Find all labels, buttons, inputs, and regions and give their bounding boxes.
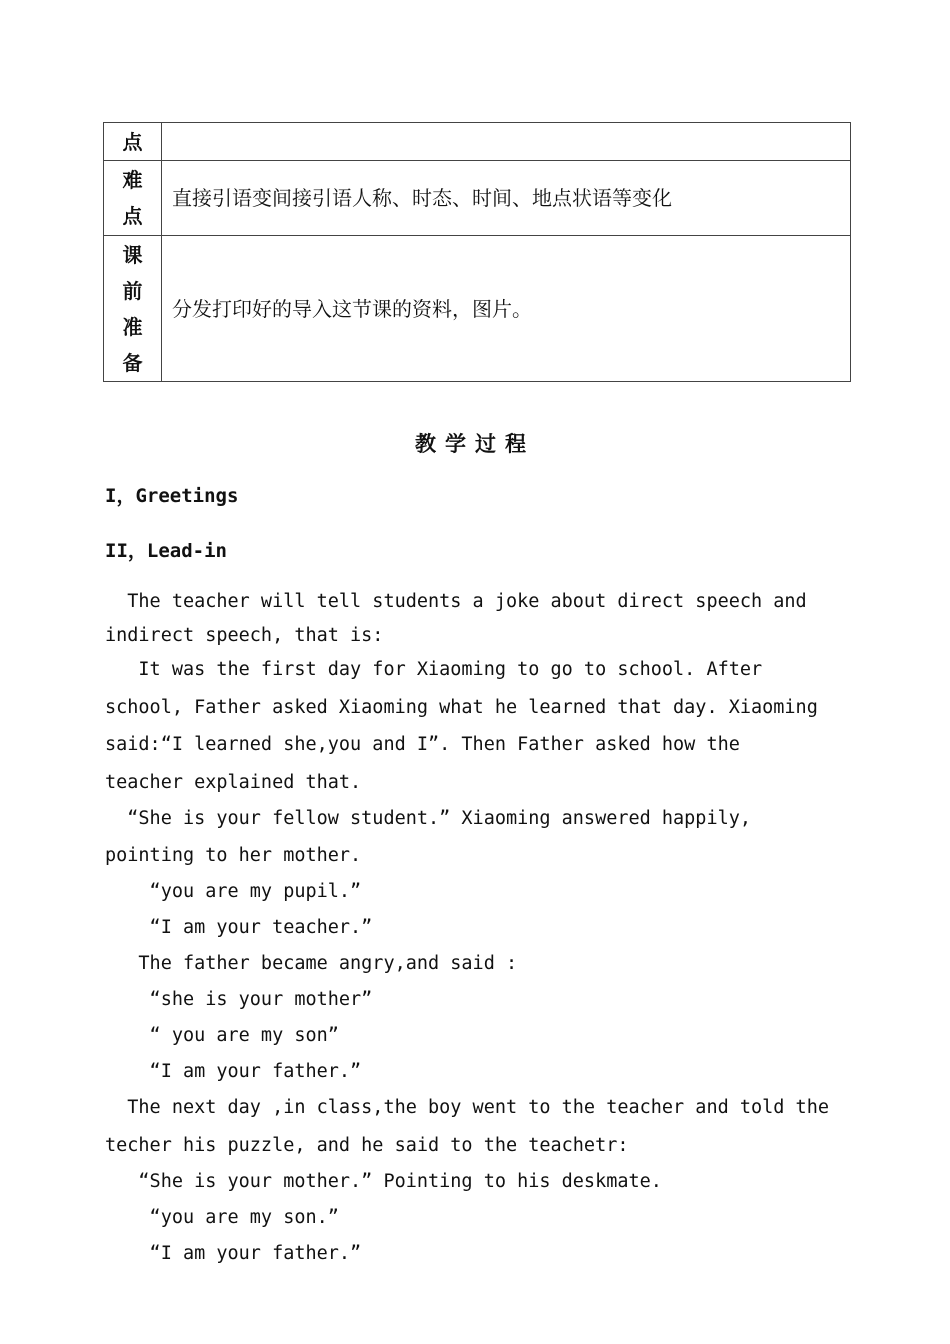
body-line: It was the first day for Xiaoming to go to school. After <box>105 659 763 680</box>
body-line: The teacher will tell students a joke about direct speech and <box>105 591 807 612</box>
body-line: teacher explained that. <box>105 772 362 793</box>
label-char: 前 <box>122 278 143 303</box>
body-line: The father became angry,and said : <box>105 953 518 974</box>
row-label-text: 点 <box>122 129 143 154</box>
heading-greetings: I，Greetings <box>105 485 239 507</box>
body-line: school, Father asked Xiaoming what he learned that day. Xiaoming <box>105 697 818 718</box>
row-label-preparation <box>104 236 162 382</box>
heading-lead-in: II，Lead-in <box>105 540 227 562</box>
section-title: 教学过程 <box>415 432 535 456</box>
row-content-key-point <box>162 123 851 161</box>
body-line: “ you are my son” <box>105 1025 339 1046</box>
body-line: “she is your mother” <box>105 989 373 1010</box>
label-char: 课 <box>122 242 143 267</box>
body-line: “She is your fellow student.” Xiaoming answered happily, <box>105 808 752 829</box>
table-row <box>104 236 851 382</box>
body-line: techer his puzzle, and he said to the teachetr: <box>105 1135 629 1156</box>
body-line: “you are my pupil.” <box>105 881 362 902</box>
label-char: 准 <box>122 314 143 339</box>
vertical-label <box>104 162 161 234</box>
body-line: “I am your father.” <box>105 1243 362 1264</box>
body-line: indirect speech, that is: <box>105 625 384 646</box>
row-content-preparation: 分发打印好的导入这节课的资料，图片。 <box>162 236 851 382</box>
body-line: “I am your teacher.” <box>105 917 373 938</box>
lesson-info-table <box>103 122 851 382</box>
label-char: 点 <box>122 204 143 228</box>
vertical-label <box>104 237 161 381</box>
label-char: 备 <box>122 350 143 375</box>
body-line: The next day ,in class,the boy went to the teacher and told the <box>105 1097 829 1118</box>
row-label-key-point <box>104 123 162 161</box>
body-line: pointing to her mother. <box>105 845 362 866</box>
body-line: “I am your father.” <box>105 1061 362 1082</box>
row-label-difficulty <box>104 161 162 236</box>
table-row <box>104 123 851 161</box>
body-line: “She is your mother.” Pointing to his deskmate. <box>105 1171 662 1192</box>
body-line: “you are my son.” <box>105 1207 339 1228</box>
row-content-difficulty: 直接引语变间接引语人称、时态、时间、地点状语等变化 <box>162 161 851 236</box>
body-line: said:“I learned she,you and I”. Then Father asked how the <box>105 734 740 755</box>
table-row <box>104 161 851 236</box>
label-char: 难 <box>122 168 143 192</box>
